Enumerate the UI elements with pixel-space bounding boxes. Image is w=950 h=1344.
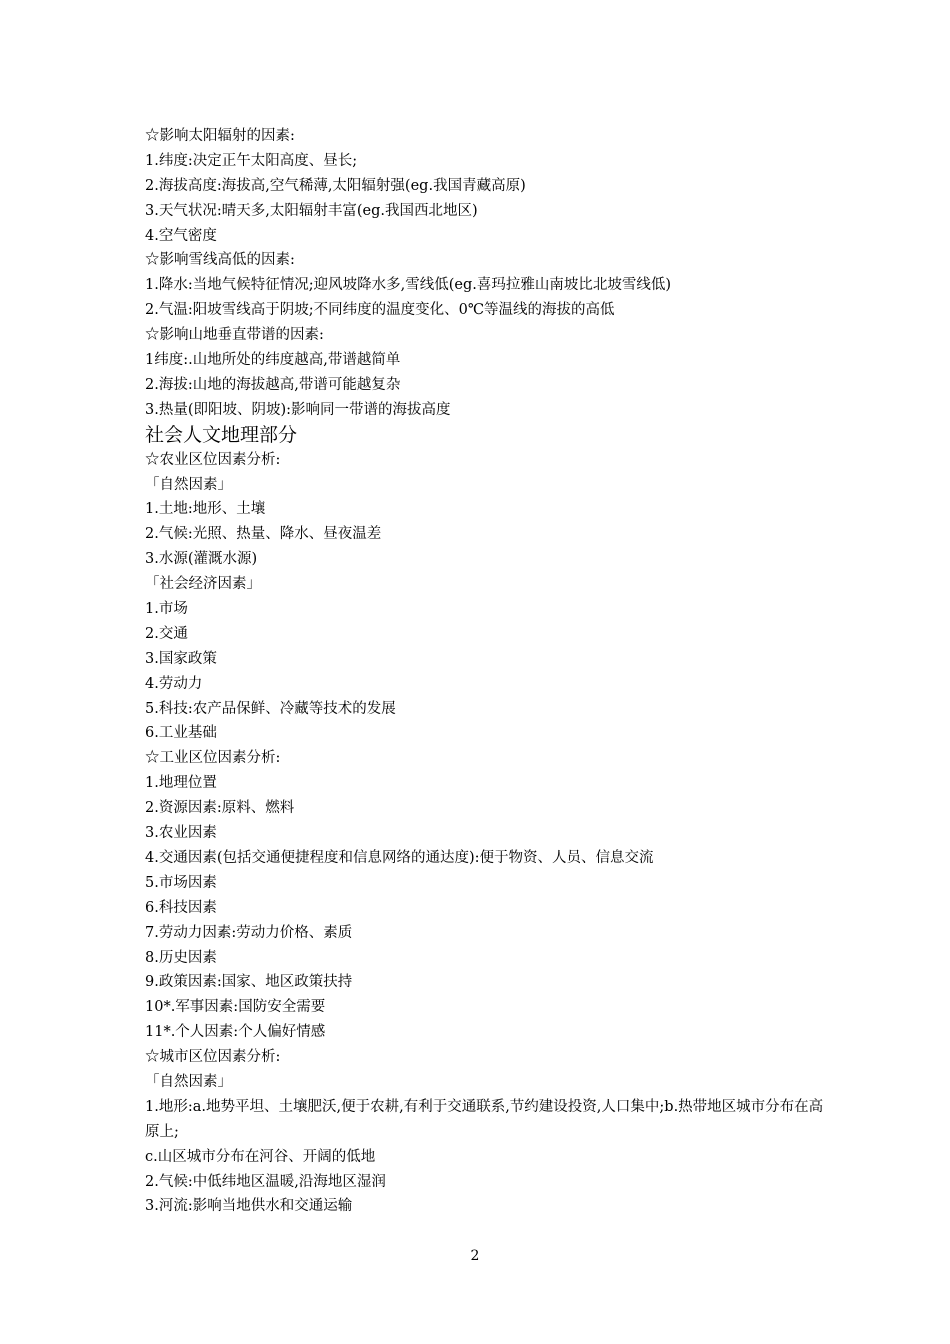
section-heading: 社会人文地理部分	[145, 423, 298, 446]
text-line: 「社会经济因素」	[145, 576, 261, 593]
text-line: 1.地形:a.地势平坦、土壤肥沃,便于农耕,有利于交通联系,节约建设投资,人口集中;b.热带地区城市分布在高原上;	[145, 1098, 824, 1140]
text-line: 5.科技:农产品保鲜、冷藏等技术的发展	[145, 700, 396, 717]
text-line: ☆影响雪线高低的因素:	[145, 252, 295, 269]
text-line: ☆城市区位因素分析:	[145, 1049, 281, 1066]
text-line: 6.科技因素	[145, 899, 217, 916]
text-line: 4.交通因素(包括交通便捷程度和信息网络的通达度):便于物资、人员、信息交流	[145, 849, 654, 866]
text-line: 2.资源因素:原料、燃料	[145, 800, 295, 817]
text-line: 8.历史因素	[145, 949, 217, 966]
page-number: 2	[470, 1248, 480, 1264]
text-line: 2.海拔高度:海拔高,空气稀薄,太阳辐射强(eg.我国青藏高原)	[145, 177, 526, 194]
text-line: 7.劳动力因素:劳动力价格、素质	[145, 924, 353, 941]
document-body	[145, 124, 825, 1219]
text-line: 「自然因素」	[145, 476, 232, 493]
text-line: 4.劳动力	[145, 675, 203, 692]
text-line: 9.政策因素:国家、地区政策扶持	[145, 974, 353, 991]
text-line: 11*.个人因素:个人偏好情感	[145, 1024, 326, 1041]
text-line: 5.市场因素	[145, 874, 217, 891]
text-line: 2.气候:光照、热量、降水、昼夜温差	[145, 526, 382, 543]
text-line: c.山区城市分布在河谷、开阔的低地	[145, 1148, 376, 1165]
text-line: 1.市场	[145, 601, 188, 618]
text-line: 2.海拔:山地的海拔越高,带谱可能越复杂	[145, 376, 401, 393]
text-line: 3.天气状况:晴天多,太阳辐射丰富(eg.我国西北地区)	[145, 202, 478, 219]
text-line: 6.工业基础	[145, 725, 217, 742]
text-line: ☆影响山地垂直带谱的因素:	[145, 327, 324, 344]
text-line: 1.纬度:决定正午太阳高度、昼长;	[145, 152, 358, 169]
text-line: 1纬度:.山地所处的纬度越高,带谱越简单	[145, 352, 401, 369]
text-line: 3.国家政策	[145, 650, 217, 667]
text-line: 2.气候:中低纬地区温暖,沿海地区湿润	[145, 1173, 386, 1190]
text-line: 2.气温:阳坡雪线高于阴坡;不同纬度的温度变化、0℃等温线的海拔的高低	[145, 302, 615, 319]
text-line: 3.热量(即阳坡、阴坡):影响同一带谱的海拔高度	[145, 401, 451, 418]
text-line: 1.地理位置	[145, 775, 217, 792]
text-line: ☆农业区位因素分析:	[145, 451, 281, 468]
text-line: 10*.军事因素:国防安全需要	[145, 999, 326, 1016]
text-line: 3.农业因素	[145, 825, 217, 842]
text-line: 3.河流:影响当地供水和交通运输	[145, 1198, 353, 1215]
text-line: 「自然因素」	[145, 1073, 232, 1090]
text-line: 2.交通	[145, 625, 188, 642]
text-line: 4.空气密度	[145, 227, 217, 244]
text-line: ☆影响太阳辐射的因素:	[145, 128, 295, 144]
text-line: ☆工业区位因素分析:	[145, 750, 281, 767]
text-line: 3.水源(灌溉水源)	[145, 551, 258, 568]
text-line: 1.土地:地形、土壤	[145, 501, 266, 518]
text-line: 1.降水:当地气候特征情况;迎风坡降水多,雪线低(eg.喜玛拉雅山南坡比北坡雪线低)	[145, 277, 671, 294]
